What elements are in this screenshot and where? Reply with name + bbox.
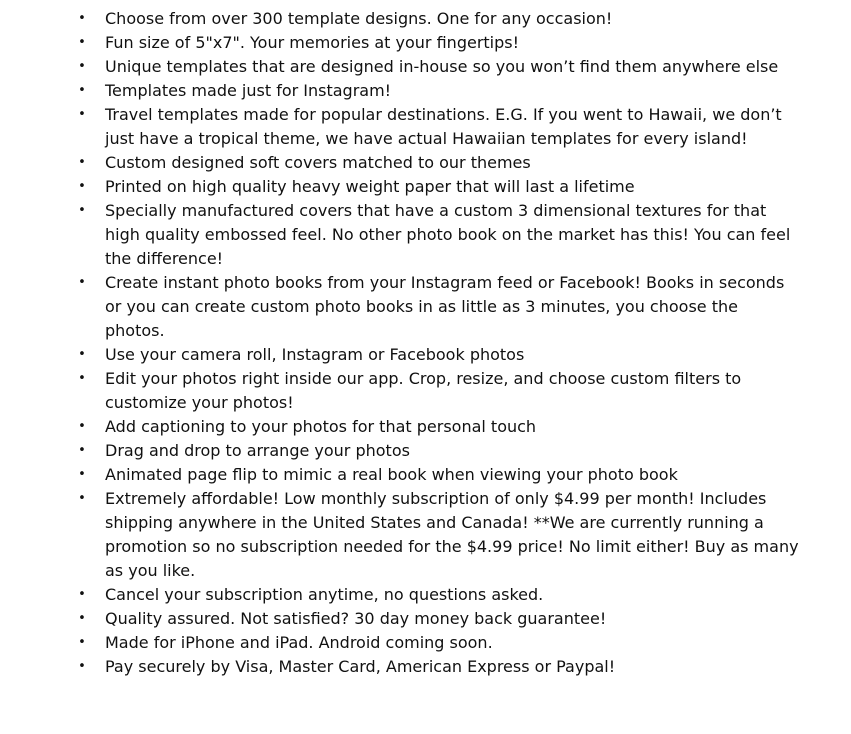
bullet-icon: • (78, 347, 86, 362)
list-item-text: Custom designed soft covers matched to our themes (105, 153, 531, 172)
list-item-text: Specially manufactured covers that have a custom 3 dimensional textures for that high quality embossed feel. No other photo book on the market has this! You can feel the difference! (105, 201, 791, 268)
list-item-text: Cancel your subscription anytime, no questions asked. (105, 585, 544, 604)
list-item (0, 151, 851, 175)
bullet-icon: • (78, 179, 86, 194)
list-item (0, 655, 851, 679)
list-item (0, 31, 851, 55)
bullet-icon: • (78, 83, 86, 98)
bullet-icon: • (78, 11, 86, 26)
list-item-text: Use your camera roll, Instagram or Facebook photos (105, 345, 525, 364)
bullet-icon: • (78, 659, 86, 674)
list-item (0, 439, 851, 463)
bullet-icon: • (78, 611, 86, 626)
list-item-text: Made for iPhone and iPad. Android coming soon. (105, 633, 493, 652)
list-item (0, 7, 851, 31)
list-item-text: Templates made just for Instagram! (105, 81, 392, 100)
list-item (0, 79, 851, 103)
list-item (0, 415, 851, 439)
bullet-icon: • (78, 491, 86, 506)
bullet-icon: • (78, 275, 86, 290)
list-item (0, 175, 851, 199)
list-item (0, 607, 851, 631)
bullet-icon: • (78, 371, 86, 386)
bullet-icon: • (78, 587, 86, 602)
feature-bullet-list (0, 7, 851, 679)
list-item (0, 271, 851, 343)
list-item (0, 631, 851, 655)
list-item-text: Pay securely by Visa, Master Card, American Express or Paypal! (105, 657, 616, 676)
bullet-icon: • (78, 443, 86, 458)
bullet-icon: • (78, 635, 86, 650)
list-item-text: Printed on high quality heavy weight paper that will last a lifetime (105, 177, 635, 196)
list-item-text: Choose from over 300 template designs. One for any occasion! (105, 9, 613, 28)
list-item-text: Fun size of 5"x7". Your memories at your fingertips! (105, 33, 520, 52)
document-page (0, 7, 851, 679)
bullet-icon: • (78, 467, 86, 482)
list-item-text: Animated page flip to mimic a real book when viewing your photo book (105, 465, 678, 484)
bullet-icon: • (78, 419, 86, 434)
list-item-text: Add captioning to your photos for that personal touch (105, 417, 537, 436)
list-item (0, 367, 851, 415)
list-item (0, 583, 851, 607)
bullet-icon: • (78, 59, 86, 74)
list-item-text: Extremely affordable! Low monthly subscription of only $4.99 per month! Includes shipping anywhere in the United States and Canada! **We are currently running a promotion so no subscription needed for the $4.99 price! No limit either! Buy as many as you like. (105, 489, 799, 580)
list-item (0, 103, 851, 151)
list-item-text: Create instant photo books from your Instagram feed or Facebook! Books in seconds or you can create custom photo books in as little as 3 minutes, you choose the photos. (105, 273, 785, 340)
list-item (0, 343, 851, 367)
list-item (0, 55, 851, 79)
list-item (0, 487, 851, 583)
bullet-icon: • (78, 35, 86, 50)
list-item (0, 463, 851, 487)
bullet-icon: • (78, 107, 86, 122)
bullet-icon: • (78, 155, 86, 170)
list-item-text: Unique templates that are designed in-house so you won’t find them anywhere else (105, 57, 779, 76)
list-item-text: Quality assured. Not satisfied? 30 day money back guarantee! (105, 609, 607, 628)
list-item (0, 199, 851, 271)
list-item-text: Edit your photos right inside our app. Crop, resize, and choose custom filters to customize your photos! (105, 369, 742, 412)
bullet-icon: • (78, 203, 86, 218)
list-item-text: Travel templates made for popular destinations. E.G. If you went to Hawaii, we don’t just have a tropical theme, we have actual Hawaiian templates for every island! (105, 105, 782, 148)
list-item-text: Drag and drop to arrange your photos (105, 441, 410, 460)
